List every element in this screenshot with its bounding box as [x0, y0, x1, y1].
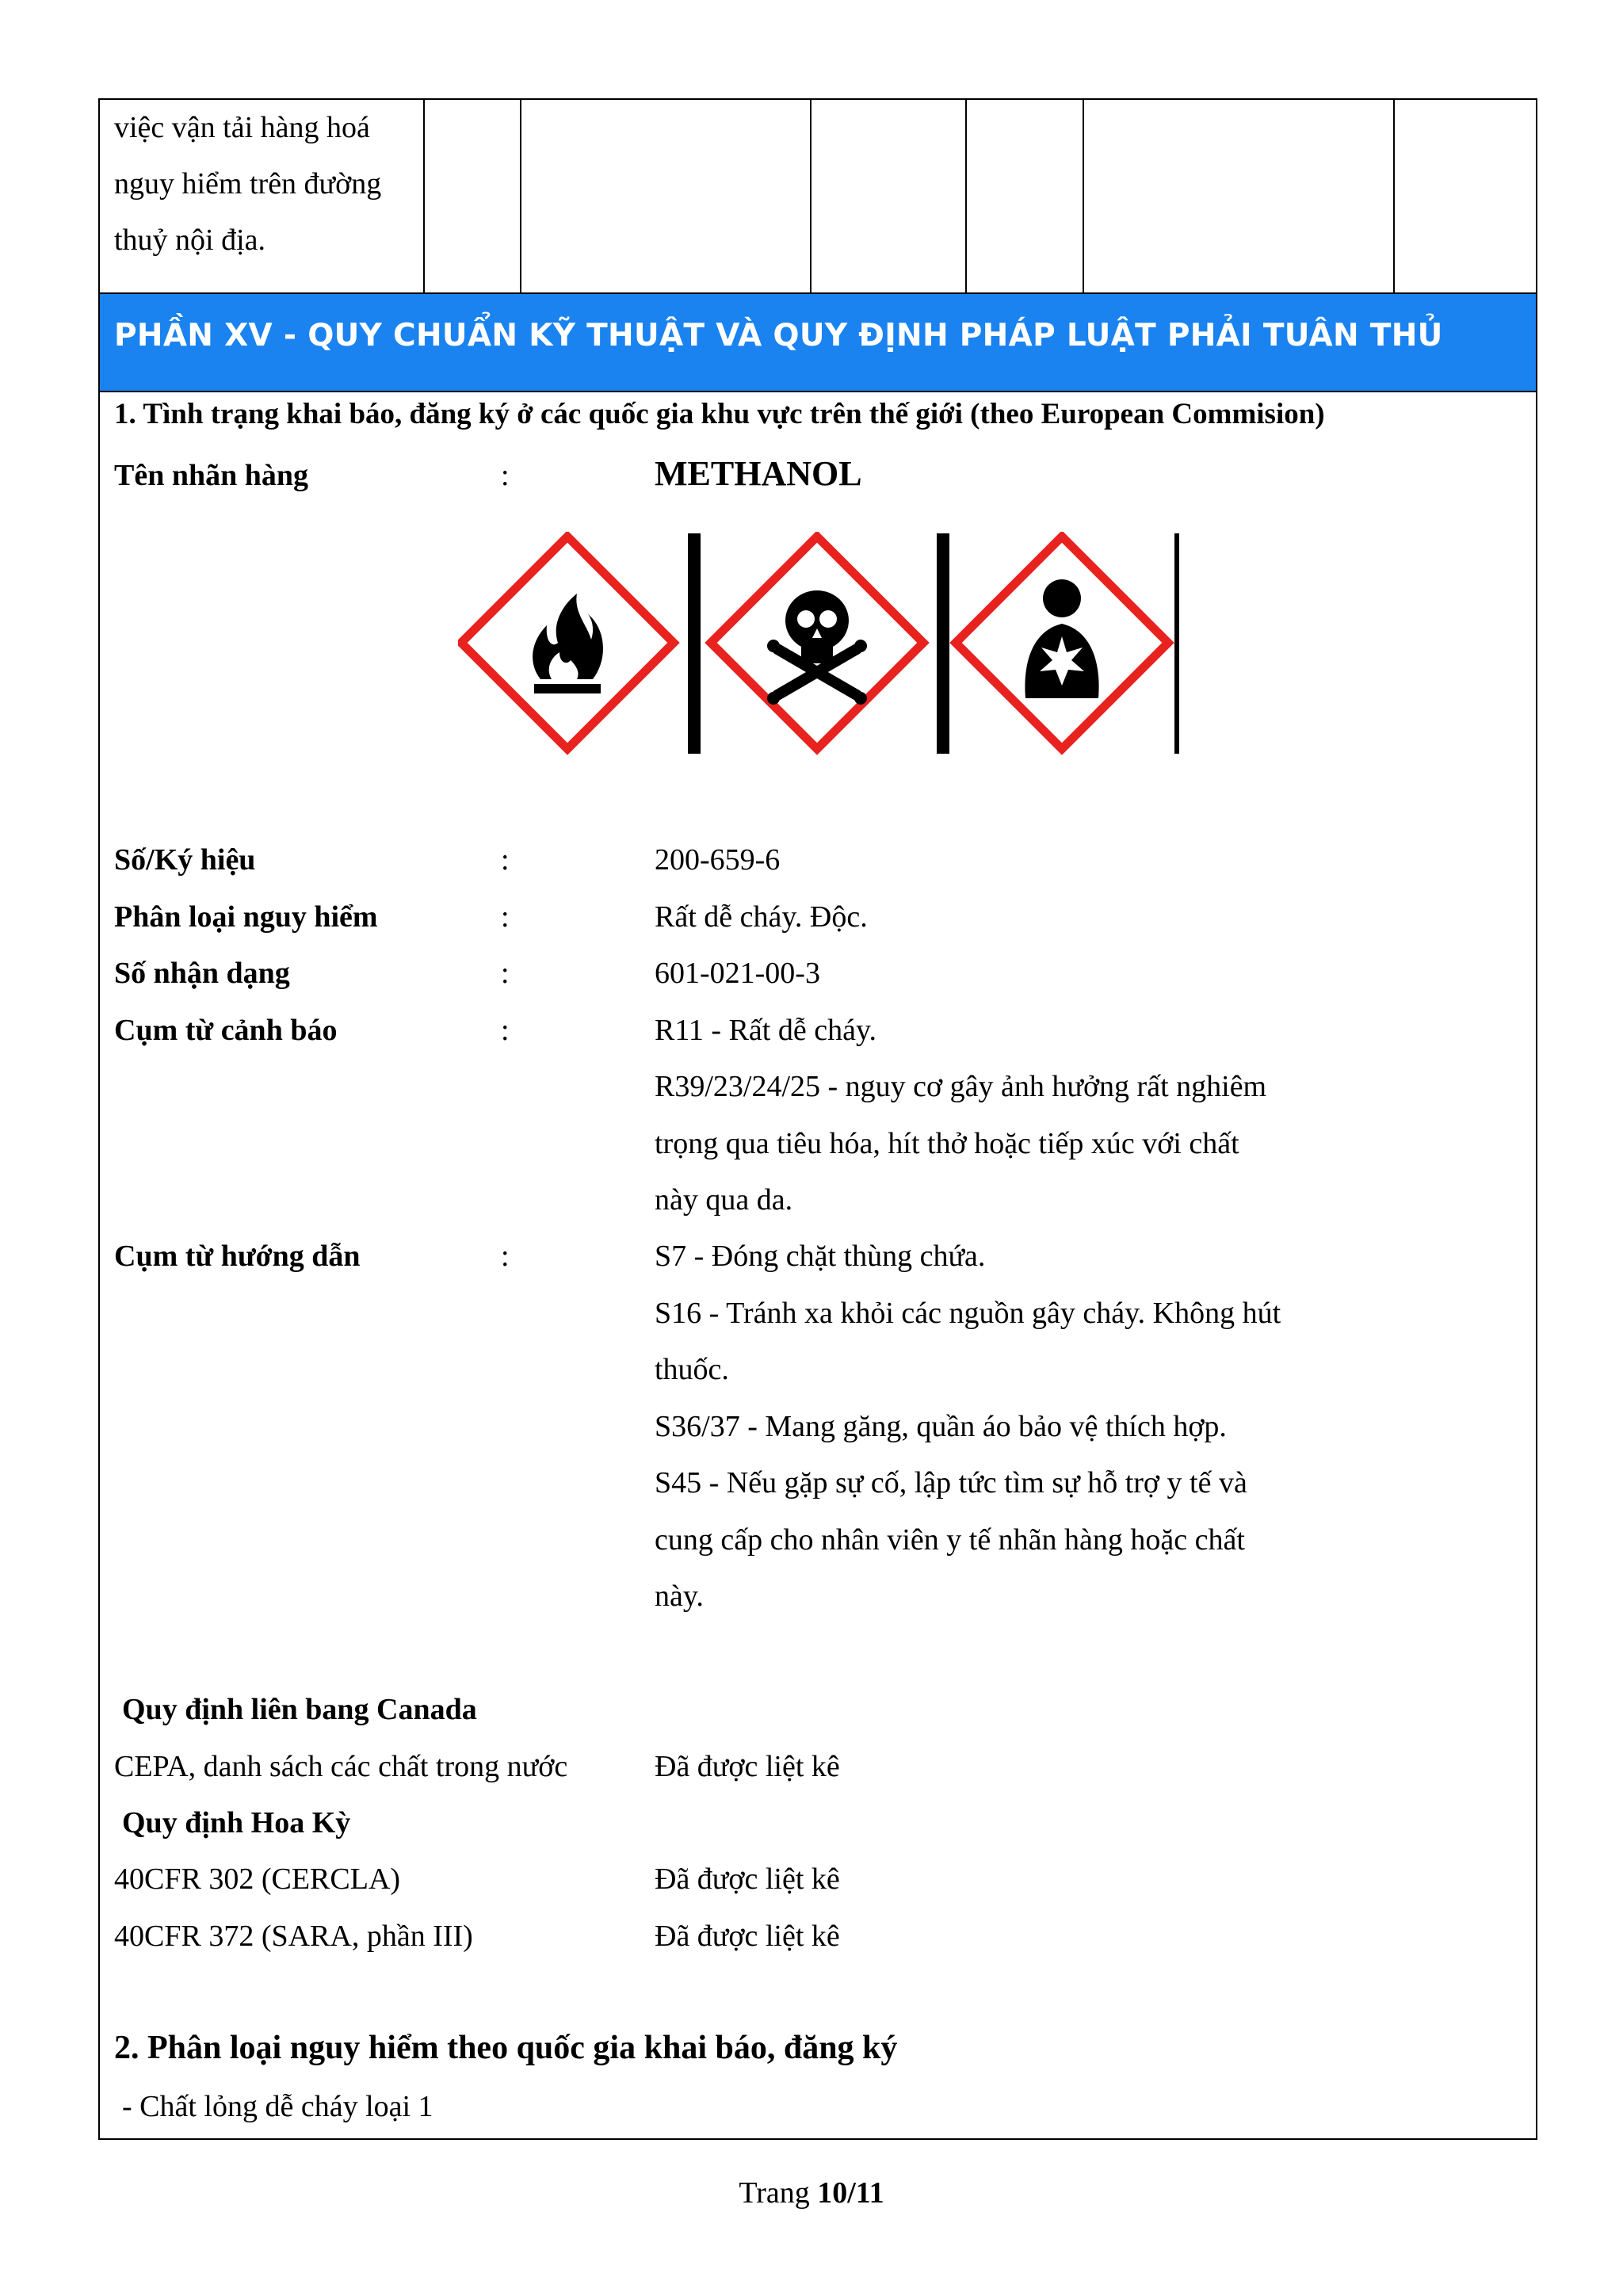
health-hazard-icon — [956, 537, 1168, 749]
usa-regulation-name: 40CFR 302 (CERCLA) — [114, 1862, 401, 1896]
canada-regulation-status: Đã được liệt kê — [655, 1750, 840, 1783]
section-title: PHẦN XV - QUY CHUẨN KỸ THUẬT VÀ QUY ĐỊNH PHÁP LUẬT PHẢI TUÂN THỦ — [114, 318, 1443, 353]
table-cell — [967, 100, 1084, 292]
brand-label: Tên nhãn hàng — [114, 459, 309, 492]
id-number-label: Số nhận dạng — [114, 957, 290, 990]
hazard-value: Rất dễ cháy. Độc. — [655, 900, 868, 934]
guidance-label: Cụm từ hướng dẫn — [114, 1240, 361, 1273]
page-label: Trang — [739, 2176, 818, 2210]
table-cell — [812, 100, 967, 292]
warning-line: trọng qua tiêu hóa, hít thở hoặc tiếp xúc với chất — [655, 1127, 1239, 1160]
guidance-line: này. — [655, 1580, 704, 1613]
guidance-line: thuốc. — [655, 1353, 729, 1386]
symbol-colon: : — [501, 843, 510, 877]
usa-regulation-name: 40CFR 372 (SARA, phần III) — [114, 1920, 473, 1953]
section-header — [100, 292, 1536, 392]
continuation-table-row — [100, 100, 1536, 292]
continuation-line: thuỷ nội địa. — [114, 223, 266, 257]
guidance-line: S36/37 - Mang găng, quần áo bảo vệ thích hợp. — [655, 1410, 1227, 1443]
page-footer — [0, 2176, 1623, 2210]
guidance-line: S45 - Nếu gặp sự cố, lập tức tìm sự hỗ trợ y tế và — [655, 1466, 1247, 1499]
warning-line: R39/23/24/25 - nguy cơ gây ảnh hưởng rất nghiêm — [655, 1070, 1267, 1103]
guidance-line: S7 - Đóng chặt thùng chứa. — [655, 1240, 986, 1273]
warning-line: này qua da. — [655, 1183, 793, 1217]
skull-crossbones-icon — [711, 537, 923, 749]
brand-colon: : — [501, 459, 510, 492]
guidance-line: S16 - Tránh xa khỏi các nguồn gây cháy. Không hút — [655, 1297, 1281, 1330]
table-cell — [1084, 100, 1395, 292]
subsection-heading-2: 2. Phân loại nguy hiểm theo quốc gia khai báo, đăng ký — [114, 2030, 898, 2066]
continuation-line: việc vận tải hàng hoá — [114, 111, 370, 144]
subsection-heading-1: 1. Tình trạng khai báo, đăng ký ở các quốc gia khu vực trên thế giới (theo European Commision) — [114, 398, 1325, 430]
table-cell-description — [100, 100, 425, 292]
canada-regulation-name: CEPA, danh sách các chất trong nước — [114, 1750, 568, 1783]
page-number: 10/11 — [817, 2176, 884, 2210]
continuation-line: nguy hiểm trên đường — [114, 167, 382, 201]
guidance-line: cung cấp cho nhân viên y tế nhãn hàng hoặc chất — [655, 1523, 1245, 1557]
guidance-colon: : — [501, 1240, 510, 1273]
id-number-colon: : — [501, 957, 510, 990]
flame-icon — [461, 537, 674, 749]
table-cell — [425, 100, 521, 292]
usa-regulation-status: Đã được liệt kê — [655, 1862, 840, 1896]
document-frame — [98, 98, 1537, 2140]
hazard-colon: : — [501, 900, 510, 934]
symbol-label: Số/Ký hiệu — [114, 843, 256, 877]
hazard-class-item: - Chất lỏng dễ cháy loại 1 — [122, 2090, 433, 2123]
canada-heading: Quy định liên bang Canada — [122, 1693, 477, 1726]
ghs-pictograms — [458, 532, 1179, 758]
table-cell — [521, 100, 812, 292]
usa-regulation-status: Đã được liệt kê — [655, 1920, 840, 1953]
brand-value: METHANOL — [655, 454, 862, 493]
hazard-label: Phân loại nguy hiểm — [114, 900, 378, 934]
usa-heading: Quy định Hoa Kỳ — [122, 1806, 351, 1839]
warning-label: Cụm từ cảnh báo — [114, 1014, 338, 1047]
warning-line: R11 - Rất dễ cháy. — [655, 1014, 876, 1047]
warning-colon: : — [501, 1014, 510, 1047]
symbol-value: 200-659-6 — [655, 843, 781, 877]
id-number-value: 601-021-00-3 — [655, 957, 820, 990]
